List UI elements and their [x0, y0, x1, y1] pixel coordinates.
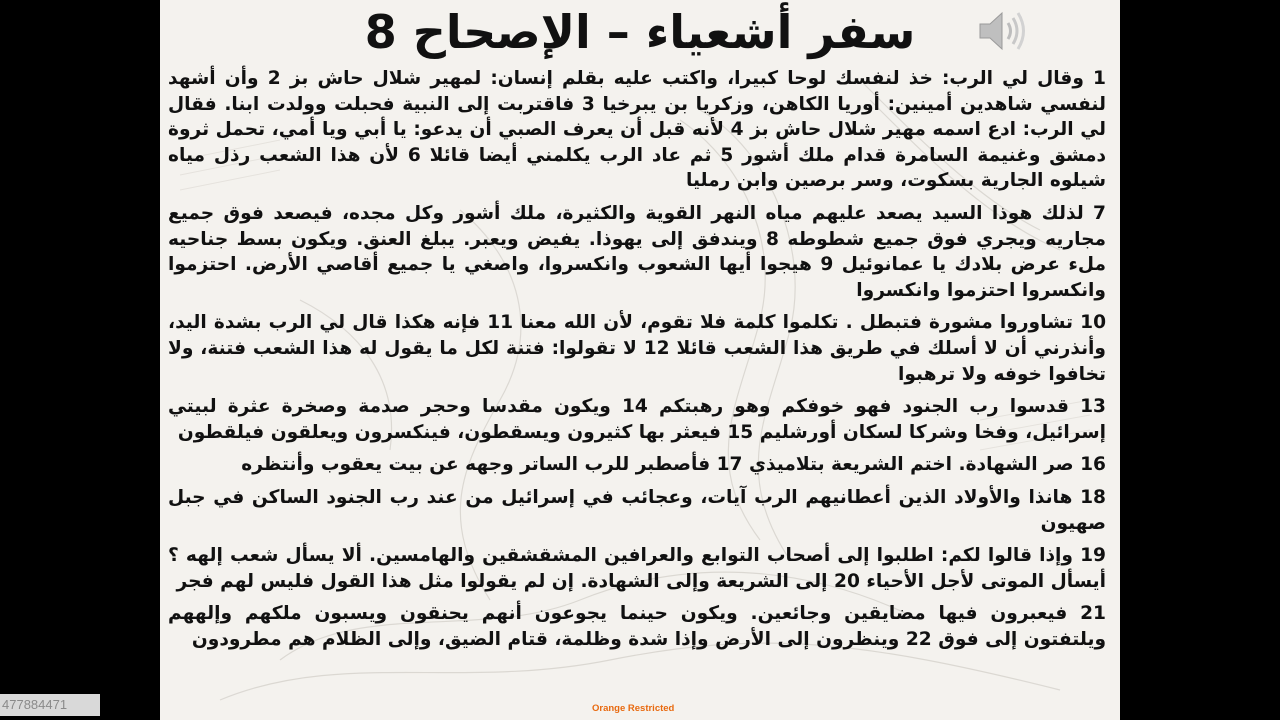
- verse-paragraph: 10 تشاوروا مشورة فتبطل . تكلموا كلمة فلا تقوم، لأن الله معنا 11 فإنه هكذا قال لي الرب بشدة اليد، وأنذرني أن لا أسلك في طريق هذا الشعب قائلا 12 لا تقولوا: فتنة لكل ما يقول له هذا الشعب فتنة، ولا تخافوا خوفه ولا ترهبوا: [168, 312, 1107, 385]
- verse-paragraph: 16 صر الشهادة. اختم الشريعة بتلاميذي 17 فأصطبر للرب الساتر وجهه عن بيت يعقوب وأنتظره: [241, 454, 1106, 476]
- verse-paragraph: 21 فيعبرون فيها مضايقين وجائعين. ويكون حينما يجوعون أنهم يحنقون ويسبون ملكهم وإلههم ويلتفتون إلى فوق 22 وينظرون إلى الأرض وإذا شدة وظلمة، قتام الضيق، وإلى الظلام هم مطرودون: [168, 603, 1106, 650]
- verse-paragraph: 18 هانذا والأولاد الذين أعطانيهم الرب آيات، وعجائب في إسرائيل من عند رب الجنود الساكن في جبل صهيون: [168, 486, 1106, 534]
- verse-paragraph: 1 وقال لي الرب: خذ لنفسك لوحا كبيرا، واكتب عليه بقلم إنسان: لمهير شلال حاش بز 2 وأن أشهد لنفسي شاهدين أمينين: أوريا الكاهن، وزكريا بن يبرخيا 3 فاقتربت إلى النبية فحبلت وولدت ابنا. فقال لي الرب: ادع اسمه مهير شلال حاش بز 4 لأنه قبل أن يعرف الصبي أن يدعو: يا أبي ويا أمي، تحمل ثروة دمشق وغنيمة السامرة قدام ملك أشور 5 ثم عاد الرب يكلمني أيضا قائلا 6 لأن هذا الشعب رذل مياه شيلوه الجارية بسكوت، وسر برصين وابن رمليا: [168, 68, 1107, 192]
- classification-label: Orange Restricted: [592, 703, 675, 714]
- slide-title: سفر أشعياء – الإصحاح 8: [364, 5, 916, 59]
- scripture-text: [168, 66, 1107, 650]
- speaker-icon[interactable]: [976, 6, 1032, 56]
- verse-paragraph: 13 قدسوا رب الجنود فهو خوفكم وهو رهبتكم 14 ويكون مقدسا وحجر صدمة وصخرة عثرة لبيتي إسرائيل، وفخا وشركا لسكان أورشليم 15 فيعثر بها كثيرون ويسقطون، فينكسرون ويعلقون فيلقطون: [168, 396, 1106, 443]
- verse-paragraph: 19 وإذا قالوا لكم: اطلبوا إلى أصحاب التوابع والعرافين المشقشقين والهامسين. ألا يسأل شعب إلهه ؟ أيسأل الموتى لأجل الأحياء 20 إلى الشريعة وإلى الشهادة. إن لم يقولوا مثل هذا القول فليس لهم فجر: [168, 545, 1106, 592]
- slide: [160, 0, 1120, 720]
- view-counter: 477884471: [0, 694, 100, 716]
- verse-paragraph: 7 لذلك هوذا السيد يصعد عليهم مياه النهر القوية والكثيرة، ملك أشور وكل مجده، فيصعد فوق جميع مجاريه ويجري فوق جميع شطوطه 8 ويندفق إلى يهوذا. يفيض ويعبر. يبلغ العنق. ويكون بسط جناحيه ملء عرض بلادك يا عمانوئيل 9 هيجوا أيها الشعوب وانكسروا، واصغي يا جميع أقاصي الأرض. احتزموا وانكسروا احتزموا وانكسروا: [168, 202, 1106, 301]
